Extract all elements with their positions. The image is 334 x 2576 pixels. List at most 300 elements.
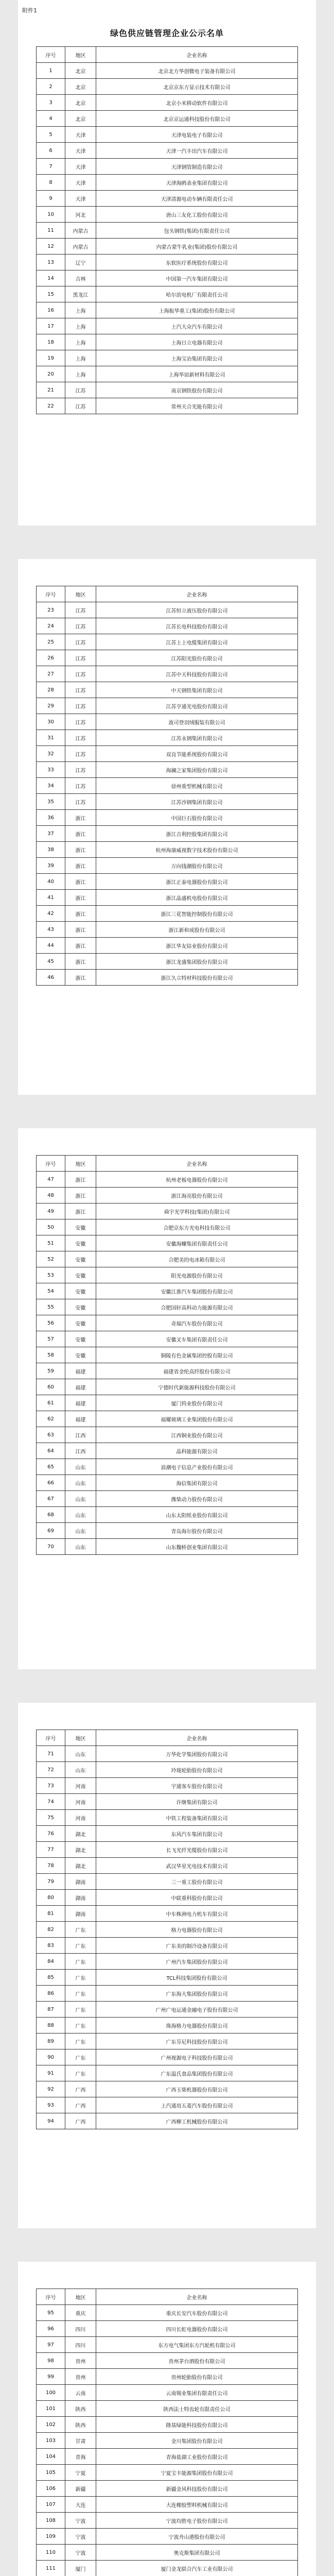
header-company: 企业名称 <box>96 47 298 63</box>
table-row <box>37 906 298 922</box>
table-row <box>37 698 298 714</box>
cell-company: 哈尔滨电机厂有限责任公司 <box>96 286 298 302</box>
cell-region: 重庆 <box>65 2305 96 2321</box>
cell-number: 52 <box>37 1251 65 1267</box>
table-row <box>37 1443 298 1459</box>
cell-number: 41 <box>37 890 65 906</box>
cell-region: 山东 <box>65 1762 96 1778</box>
cell-company: 江苏中天科技股份有限公司 <box>96 666 298 682</box>
table-row <box>37 1826 298 1842</box>
cell-region: 福建 <box>65 1379 96 1395</box>
cell-company: 四川长虹电器股份有限公司 <box>96 2321 298 2337</box>
cell-company: 江苏亨通光电股份有限公司 <box>96 698 298 714</box>
cell-region: 江苏 <box>65 650 96 666</box>
cell-company: 浙江久立特材科技股份有限公司 <box>96 970 298 986</box>
cell-region: 山东 <box>65 1507 96 1523</box>
cell-region: 山东 <box>65 1459 96 1475</box>
table-row <box>37 2545 298 2561</box>
cell-number: 68 <box>37 1507 65 1523</box>
cell-region: 安徽 <box>65 1347 96 1363</box>
cell-number: 62 <box>37 1411 65 1427</box>
cell-number: 16 <box>37 302 65 318</box>
cell-number: 107 <box>37 2497 65 2513</box>
cell-region: 福建 <box>65 1411 96 1427</box>
cell-region: 广东 <box>65 2018 96 2033</box>
cell-number: 71 <box>37 1746 65 1762</box>
cell-region: 湖北 <box>65 1826 96 1842</box>
cell-region: 安徽 <box>65 1331 96 1347</box>
table-row <box>37 2002 298 2018</box>
table-row <box>37 1235 298 1251</box>
cell-region: 河南 <box>65 1778 96 1794</box>
cell-region: 湖南 <box>65 1906 96 1922</box>
table-row <box>37 2018 298 2033</box>
table-row <box>37 318 298 334</box>
cell-company: 浙江三花智能控制股份有限公司 <box>96 906 298 922</box>
table-row <box>37 2449 298 2465</box>
cell-company: 浙江吉利控股集团有限公司 <box>96 826 298 842</box>
table-row <box>37 2369 298 2385</box>
cell-number: 80 <box>37 1890 65 1906</box>
cell-number: 64 <box>37 1443 65 1459</box>
cell-number: 89 <box>37 2033 65 2049</box>
table-row <box>37 191 298 207</box>
cell-company: 万华化学集团股份有限公司 <box>96 1746 298 1762</box>
table-row <box>37 2353 298 2369</box>
cell-number: 11 <box>37 223 65 239</box>
table-row <box>37 2113 298 2129</box>
cell-region: 安徽 <box>65 1299 96 1315</box>
table-row <box>37 2529 298 2545</box>
cell-number: 75 <box>37 1810 65 1826</box>
table-row <box>37 1411 298 1427</box>
cell-number: 34 <box>37 778 65 794</box>
cell-number: 87 <box>37 2002 65 2018</box>
cell-number: 111 <box>37 2561 65 2576</box>
cell-company: 天津钢管制造有限公司 <box>96 159 298 175</box>
table-row <box>37 954 298 970</box>
cell-region: 天津 <box>65 175 96 191</box>
cell-company: 南京钢铁股份有限公司 <box>96 382 298 398</box>
table-row <box>37 858 298 874</box>
table-row <box>37 1283 298 1299</box>
cell-number: 54 <box>37 1283 65 1299</box>
cell-number: 98 <box>37 2353 65 2369</box>
cell-company: 广州视源电子科技股份有限公司 <box>96 2049 298 2065</box>
table-row <box>37 398 298 414</box>
cell-number: 95 <box>37 2305 65 2321</box>
cell-number: 4 <box>37 111 65 127</box>
cell-company: 厦门金龙联合汽车工业有限公司 <box>96 2561 298 2576</box>
cell-region: 广东 <box>65 1986 96 2002</box>
cell-number: 35 <box>37 794 65 810</box>
cell-company: 浙江正泰电器股份有限公司 <box>96 874 298 890</box>
table-row <box>37 1954 298 1970</box>
cell-number: 6 <box>37 143 65 159</box>
cell-region: 广西 <box>65 2097 96 2113</box>
table-row <box>37 239 298 255</box>
cell-number: 29 <box>37 698 65 714</box>
table-row <box>37 666 298 682</box>
cell-number: 1 <box>37 63 65 79</box>
cell-region: 安徽 <box>65 1219 96 1235</box>
cell-region: 内蒙古 <box>65 239 96 255</box>
cell-company: 山东魏桥创业集团有限公司 <box>96 1539 298 1555</box>
cell-number: 91 <box>37 2065 65 2081</box>
cell-company: 内蒙古蒙牛乳业(集团)股份有限公司 <box>96 239 298 255</box>
table-row <box>37 1347 298 1363</box>
table-row <box>37 762 298 778</box>
cell-number: 69 <box>37 1523 65 1539</box>
table-row <box>37 2049 298 2065</box>
table-row <box>37 286 298 302</box>
cell-number: 86 <box>37 1986 65 2002</box>
cell-company: 江苏沙钢集团有限公司 <box>96 794 298 810</box>
cell-region: 浙江 <box>65 922 96 938</box>
cell-company: 东软医疗系统股份有限公司 <box>96 255 298 270</box>
header-company: 企业名称 <box>96 2289 298 2305</box>
table-row <box>37 95 298 111</box>
cell-number: 51 <box>37 1235 65 1251</box>
cell-region: 江苏 <box>65 778 96 794</box>
cell-company: 广东温氏食品集团股份有限公司 <box>96 2065 298 2081</box>
table-row <box>37 2081 298 2097</box>
table-row <box>37 2481 298 2497</box>
cell-company: 新疆金风科技股份有限公司 <box>96 2481 298 2497</box>
cell-company: 隆基绿能科技股份有限公司 <box>96 2417 298 2433</box>
cell-region: 福建 <box>65 1395 96 1411</box>
cell-region: 浙江 <box>65 1188 96 1204</box>
header-company: 企业名称 <box>96 1730 298 1746</box>
table-row <box>37 1890 298 1906</box>
cell-region: 宁夏 <box>65 2465 96 2481</box>
cell-company: 常州天合光能有限公司 <box>96 398 298 414</box>
table-row <box>37 2433 298 2449</box>
document-page-3 <box>18 1128 316 1669</box>
cell-company: 浙江龙盛集团股份有限公司 <box>96 954 298 970</box>
header-region: 地区 <box>65 1730 96 1746</box>
cell-region: 黑龙江 <box>65 286 96 302</box>
table-row <box>37 1363 298 1379</box>
cell-company: 江苏上上电缆集团有限公司 <box>96 634 298 650</box>
table-row <box>37 1810 298 1826</box>
table-row <box>37 938 298 954</box>
cell-region: 安徽 <box>65 1267 96 1283</box>
cell-number: 76 <box>37 1826 65 1842</box>
cell-company: 重庆长安汽车股份有限公司 <box>96 2305 298 2321</box>
cell-region: 江西 <box>65 1427 96 1443</box>
cell-number: 109 <box>37 2529 65 2545</box>
cell-number: 73 <box>37 1778 65 1794</box>
cell-company: 广州广电运通金融电子股份有限公司 <box>96 2002 298 2018</box>
cell-number: 67 <box>37 1491 65 1507</box>
cell-company: 陕西法士特齿轮有限责任公司 <box>96 2401 298 2417</box>
table-row <box>37 826 298 842</box>
cell-number: 92 <box>37 2081 65 2097</box>
cell-region: 安徽 <box>65 1251 96 1267</box>
cell-company: 浙江海亮股份有限公司 <box>96 1188 298 1204</box>
cell-number: 106 <box>37 2481 65 2497</box>
cell-company: 许继集团有限公司 <box>96 1794 298 1810</box>
header-number: 序号 <box>37 1156 65 1172</box>
cell-region: 北京 <box>65 63 96 79</box>
cell-company: 浙江新和成股份有限公司 <box>96 922 298 938</box>
header-region: 地区 <box>65 586 96 602</box>
cell-company: 宁德时代新能源科技股份有限公司 <box>96 1379 298 1395</box>
header-company: 企业名称 <box>96 586 298 602</box>
table-row <box>37 618 298 634</box>
cell-number: 39 <box>37 858 65 874</box>
cell-region: 辽宁 <box>65 255 96 270</box>
cell-company: 奥克斯集团有限公司 <box>96 2545 298 2561</box>
cell-company: 江苏永钢集团有限公司 <box>96 730 298 746</box>
table-row <box>37 1267 298 1283</box>
cell-number: 101 <box>37 2401 65 2417</box>
cell-company: 唐山三友化工股份有限公司 <box>96 207 298 223</box>
cell-company: 上海宝冶集团有限公司 <box>96 350 298 366</box>
cell-company: 北京京东方显示技术有限公司 <box>96 79 298 95</box>
cell-region: 广东 <box>65 1922 96 1938</box>
cell-number: 10 <box>37 207 65 223</box>
cell-number: 90 <box>37 2049 65 2065</box>
table-row <box>37 874 298 890</box>
cell-number: 27 <box>37 666 65 682</box>
cell-company: 中国巨石股份有限公司 <box>96 810 298 826</box>
cell-region: 江苏 <box>65 398 96 414</box>
cell-region: 广东 <box>65 2033 96 2049</box>
cell-company: 中联重科股份有限公司 <box>96 1890 298 1906</box>
table-row <box>37 366 298 382</box>
cell-number: 20 <box>37 366 65 382</box>
cell-number: 40 <box>37 874 65 890</box>
cell-number: 14 <box>37 270 65 286</box>
cell-company: 安徽叉车集团有限责任公司 <box>96 1331 298 1347</box>
cell-number: 100 <box>37 2385 65 2401</box>
cell-number: 82 <box>37 1922 65 1938</box>
document-title: 绿色供应链管理企业公示名单 <box>110 28 224 38</box>
cell-number: 49 <box>37 1204 65 1219</box>
cell-region: 广东 <box>65 2049 96 2065</box>
cell-region: 内蒙古 <box>65 223 96 239</box>
cell-region: 大连 <box>65 2497 96 2513</box>
cell-number: 104 <box>37 2449 65 2465</box>
cell-number: 57 <box>37 1331 65 1347</box>
table-row <box>37 1251 298 1267</box>
cell-company: 金川集团股份有限公司 <box>96 2433 298 2449</box>
cell-company: 合肥国轩高科动力能源有限公司 <box>96 1299 298 1315</box>
cell-number: 8 <box>37 175 65 191</box>
cell-company: 贵州茅台酒股份有限公司 <box>96 2353 298 2369</box>
cell-region: 四川 <box>65 2321 96 2337</box>
table-row <box>37 175 298 191</box>
table-row <box>37 682 298 698</box>
cell-company: 东方电气集团东方汽轮机有限公司 <box>96 2337 298 2353</box>
table-row <box>37 1299 298 1315</box>
cell-region: 宁波 <box>65 2545 96 2561</box>
cell-company: 海信集团有限公司 <box>96 1475 298 1491</box>
cell-region: 山东 <box>65 1523 96 1539</box>
cell-region: 浙江 <box>65 970 96 986</box>
cell-number: 58 <box>37 1347 65 1363</box>
table-row <box>37 1315 298 1331</box>
table-row <box>37 890 298 906</box>
table-row <box>37 111 298 127</box>
cell-company: 铜陵有色金属集团控股有限公司 <box>96 1347 298 1363</box>
cell-region: 广东 <box>65 2002 96 2018</box>
cell-number: 83 <box>37 1938 65 1954</box>
table-row <box>37 2305 298 2321</box>
table-row <box>37 2465 298 2481</box>
cell-number: 15 <box>37 286 65 302</box>
cell-region: 青海 <box>65 2449 96 2465</box>
table-row <box>37 2561 298 2576</box>
cell-number: 45 <box>37 954 65 970</box>
cell-region: 山东 <box>65 1475 96 1491</box>
table-row <box>37 382 298 398</box>
cell-region: 浙江 <box>65 826 96 842</box>
cell-number: 88 <box>37 2018 65 2033</box>
cell-region: 广东 <box>65 2065 96 2081</box>
cell-company: 三一重工股份有限公司 <box>96 1874 298 1890</box>
cell-company: TCL科技集团股份有限公司 <box>96 1970 298 1986</box>
cell-company: 江苏阳光股份有限公司 <box>96 650 298 666</box>
cell-company: 宁波舟山港股份有限公司 <box>96 2529 298 2545</box>
cell-region: 安徽 <box>65 1283 96 1299</box>
table-row <box>37 1395 298 1411</box>
cell-region: 上海 <box>65 334 96 350</box>
cell-number: 50 <box>37 1219 65 1235</box>
cell-region: 广西 <box>65 2081 96 2097</box>
cell-number: 23 <box>37 602 65 618</box>
table-row <box>37 922 298 938</box>
header-number: 序号 <box>37 586 65 602</box>
table-row <box>37 1842 298 1858</box>
table-row <box>37 1539 298 1555</box>
table-row <box>37 1379 298 1395</box>
cell-region: 天津 <box>65 127 96 143</box>
cell-number: 85 <box>37 1970 65 1986</box>
cell-company: 包头钢铁(集团)有限责任公司 <box>96 223 298 239</box>
table-row <box>37 2337 298 2353</box>
table-row <box>37 143 298 159</box>
cell-number: 13 <box>37 255 65 270</box>
cell-region: 江苏 <box>65 634 96 650</box>
cell-company: 徐州重型机械有限公司 <box>96 778 298 794</box>
cell-company: 大连橡胶塑料机械有限公司 <box>96 2497 298 2513</box>
cell-region: 贵州 <box>65 2353 96 2369</box>
cell-region: 山东 <box>65 1746 96 1762</box>
cell-region: 江苏 <box>65 382 96 398</box>
cell-region: 宁波 <box>65 2529 96 2545</box>
cell-company: 天津一汽丰田汽车有限公司 <box>96 143 298 159</box>
document-page-4 <box>18 1703 316 2228</box>
cell-number: 32 <box>37 746 65 762</box>
cell-region: 安徽 <box>65 1235 96 1251</box>
cell-region: 浙江 <box>65 810 96 826</box>
cell-region: 湖南 <box>65 1890 96 1906</box>
table-row <box>37 350 298 366</box>
header-region: 地区 <box>65 47 96 63</box>
cell-company: 江苏恒立液压股份有限公司 <box>96 602 298 618</box>
cell-number: 19 <box>37 350 65 366</box>
table-row <box>37 159 298 175</box>
cell-company: 青岛海尔股份有限公司 <box>96 1523 298 1539</box>
table-row <box>37 1427 298 1443</box>
cell-company: 广东美的制冷设备有限公司 <box>96 1938 298 1954</box>
cell-company: 厦门钨业股份有限公司 <box>96 1395 298 1411</box>
table-row <box>37 1523 298 1539</box>
cell-number: 22 <box>37 398 65 414</box>
company-table <box>36 586 298 986</box>
cell-region: 广东 <box>65 1954 96 1970</box>
cell-number: 36 <box>37 810 65 826</box>
table-row <box>37 1794 298 1810</box>
cell-number: 18 <box>37 334 65 350</box>
cell-region: 上海 <box>65 318 96 334</box>
cell-region: 福建 <box>65 1363 96 1379</box>
cell-company: 福耀玻璃工业集团股份有限公司 <box>96 1411 298 1427</box>
cell-company: 杭州老板电器股份有限公司 <box>96 1172 298 1188</box>
cell-number: 77 <box>37 1842 65 1858</box>
cell-number: 26 <box>37 650 65 666</box>
company-table <box>36 1730 298 2129</box>
table-row <box>37 1188 298 1204</box>
annex-label: 附件1 <box>22 7 37 14</box>
table-row <box>37 302 298 318</box>
table-row <box>37 63 298 79</box>
cell-region: 上海 <box>65 350 96 366</box>
header-region: 地区 <box>65 2289 96 2305</box>
cell-region: 宁波 <box>65 2513 96 2529</box>
cell-region: 浙江 <box>65 842 96 858</box>
cell-company: 宁夏宝丰能源集团股份有限公司 <box>96 2465 298 2481</box>
cell-region: 云南 <box>65 2385 96 2401</box>
cell-company: 杭州海康威视数字技术股份有限公司 <box>96 842 298 858</box>
table-row <box>37 255 298 270</box>
table-row <box>37 650 298 666</box>
cell-region: 新疆 <box>65 2481 96 2497</box>
cell-region: 广东 <box>65 1938 96 1954</box>
cell-company: 广西玉柴机器股份有限公司 <box>96 2081 298 2097</box>
table-row <box>37 2401 298 2417</box>
document-page-1 <box>18 0 316 526</box>
cell-region: 江西 <box>65 1443 96 1459</box>
cell-company: 波司登羽绒服装有限公司 <box>96 714 298 730</box>
cell-region: 河南 <box>65 1794 96 1810</box>
cell-number: 12 <box>37 239 65 255</box>
cell-company: 上海华谊新材料有限公司 <box>96 366 298 382</box>
company-table <box>36 46 298 414</box>
document-page-2 <box>18 559 316 1095</box>
cell-number: 43 <box>37 922 65 938</box>
cell-number: 63 <box>37 1427 65 1443</box>
table-row <box>37 2097 298 2113</box>
header-number: 序号 <box>37 2289 65 2305</box>
cell-region: 北京 <box>65 95 96 111</box>
table-row <box>37 1922 298 1938</box>
cell-company: 中天钢铁集团有限公司 <box>96 682 298 698</box>
cell-region: 安徽 <box>65 1315 96 1331</box>
cell-company: 北京北方华创微电子装备有限公司 <box>96 63 298 79</box>
table-row <box>37 1762 298 1778</box>
cell-region: 贵州 <box>65 2369 96 2385</box>
cell-region: 上海 <box>65 302 96 318</box>
table-row <box>37 1858 298 1874</box>
table-row <box>37 2033 298 2049</box>
cell-number: 96 <box>37 2321 65 2337</box>
cell-company: 北京京运通科技股份有限公司 <box>96 111 298 127</box>
table-row <box>37 1204 298 1219</box>
